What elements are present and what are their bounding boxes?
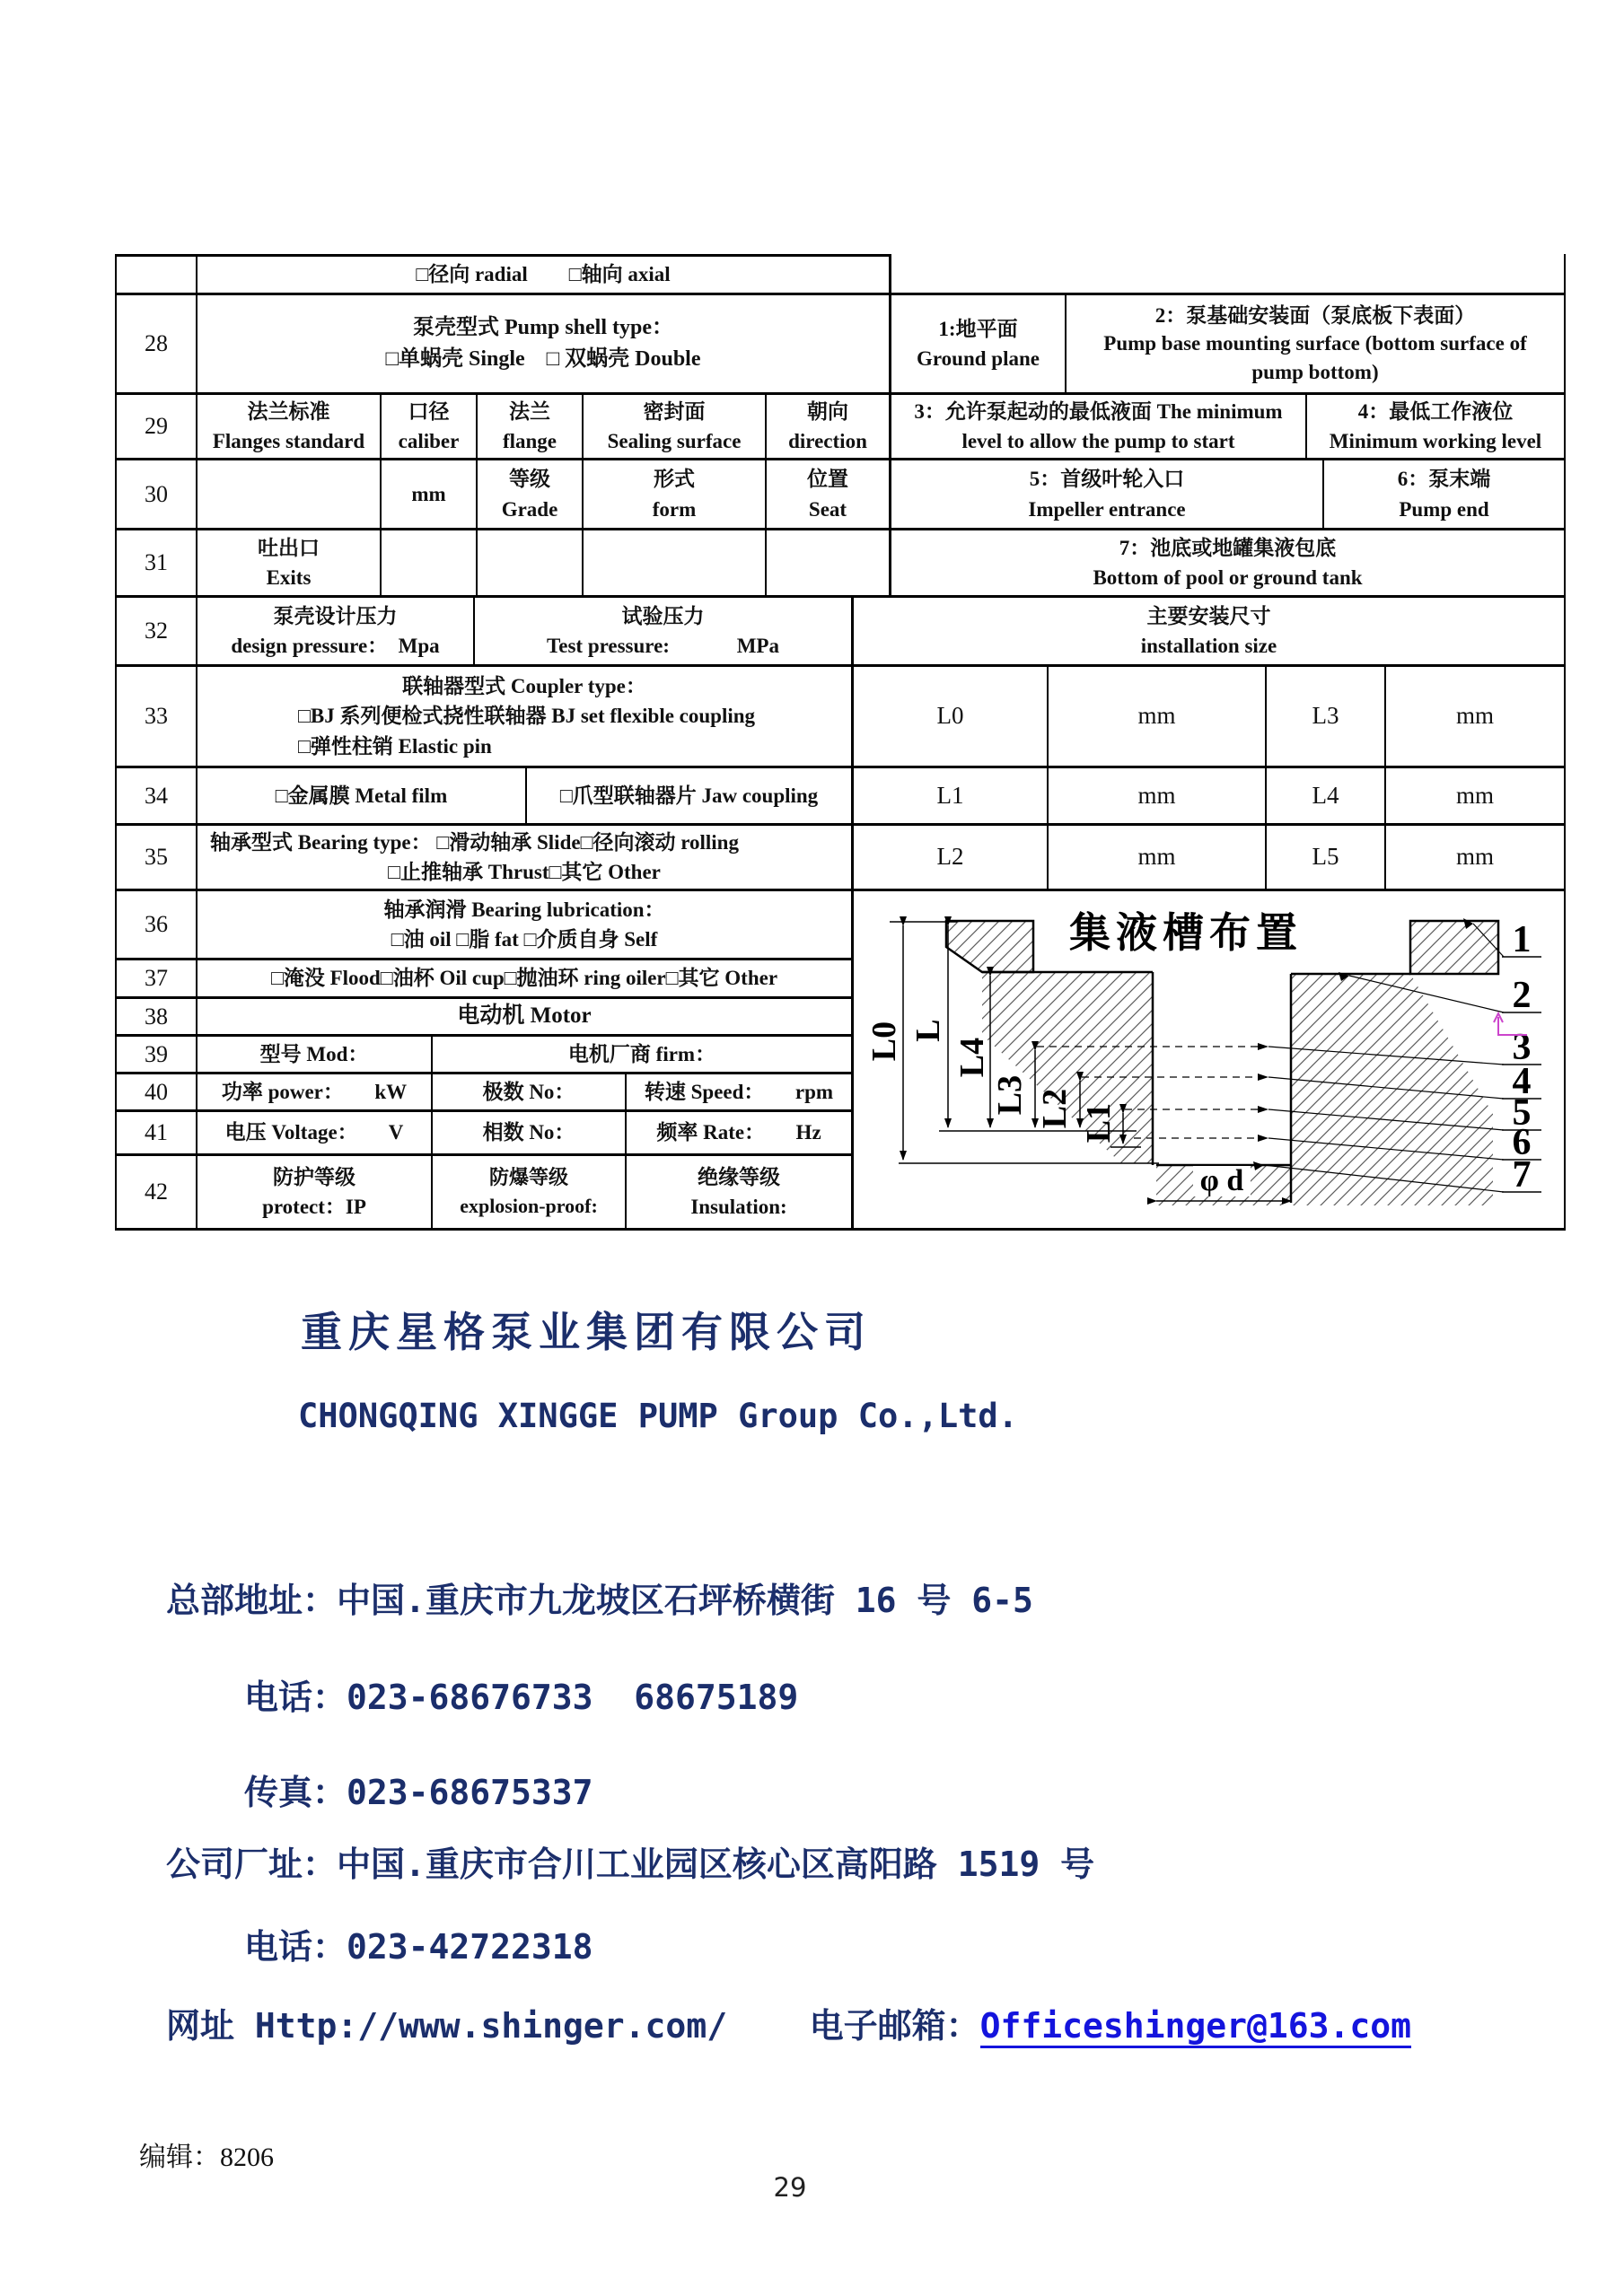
cell-legend-pump-end: 6：泵末端 Pump end [1322, 458, 1564, 528]
cell-top-right-empty [889, 254, 1564, 293]
company-name-cn: 重庆星格泵业集团有限公司 [301, 1310, 872, 1355]
left-ground-hatch [982, 972, 1153, 1163]
factory-address: 公司厂址：中国.重庆市合川工业园区核心区高阳路 1519 号 [166, 1845, 1095, 1884]
cell-lubrication-options: □淹没 Flood□油杯 Oil cup□抛油环 ring oiler□其它 Other [196, 958, 851, 996]
email-label: 电子邮箱： [809, 2006, 980, 2046]
cell-empty-31-5 [765, 528, 889, 595]
web-email-line [166, 1998, 1411, 2047]
cell-pump-shell-type: 泵壳型式 Pump shell type： □单蜗壳 Single □ 双蜗壳 Double [196, 293, 889, 392]
cell-empty-31-3 [476, 528, 582, 595]
cell-dim-L1: L1 [851, 766, 1047, 823]
callout-3: 3 [1512, 1027, 1532, 1068]
row-number-42: 42 [115, 1153, 196, 1228]
cell-motor-phases: 相数 No： [431, 1109, 625, 1153]
editor-note: 编辑：8206 [139, 2143, 274, 2172]
cell-legend-min-working-level: 4：最低工作液位 Minimum working level [1305, 392, 1564, 458]
cell-dim-L4-unit: mm [1384, 766, 1564, 823]
hq-address: 总部地址：中国.重庆市九龙坡区石坪桥横街 16 号 6-5 [166, 1581, 1033, 1620]
right-ground-hatch [1291, 974, 1493, 1205]
page-number: 29 [773, 2172, 807, 2203]
diagram-title: 集液槽布置 [1069, 910, 1303, 956]
callout-1: 1 [1512, 919, 1532, 960]
cell-empty-31-2 [380, 528, 476, 595]
row-number-32: 32 [115, 595, 196, 664]
label-L1: L1 [1080, 1102, 1118, 1144]
cell-flanges-standard: 法兰标准 Flanges standard [196, 392, 380, 458]
cell-test-pressure: 试验压力 Test pressure: MPa [473, 595, 851, 664]
row-number-35: 35 [115, 823, 196, 889]
cell-flange: 法兰 flange [476, 392, 582, 458]
callout-7: 7 [1512, 1154, 1532, 1196]
cell-explosion-proof: 防爆等级 explosion-proof: [431, 1153, 625, 1228]
cell-direction-options: □径向 radial □轴向 axial [196, 254, 889, 293]
cell-motor-poles: 极数 No： [431, 1072, 625, 1109]
phi-d-label: φ d [1199, 1164, 1244, 1197]
label-L2: L2 [1036, 1088, 1074, 1129]
callout-2: 2 [1512, 975, 1532, 1016]
cell-dim-L0-unit: mm [1047, 664, 1265, 766]
website-url[interactable]: 网址 Http://www.shinger.com/ [166, 2006, 728, 2046]
cell-legend-bottom-of-pool: 7：池底或地罐集液包底 Bottom of pool or ground tank [889, 528, 1564, 595]
cell-direction: 朝向 direction [765, 392, 889, 458]
cell-grade: 等级 Grade [476, 458, 582, 528]
cell-legend-pump-base: 2：泵基础安装面（泵底板下表面） Pump base mounting surface (bottom surface of pump bottom) [1065, 293, 1564, 392]
label-L0: L0 [865, 1021, 903, 1062]
email-link[interactable]: Officeshinger@163.com [980, 2006, 1411, 2048]
row-number-28: 28 [115, 293, 196, 392]
cell-exits: 吐出口 Exits [196, 528, 380, 595]
label-L3: L3 [991, 1074, 1029, 1116]
cell-dim-L4: L4 [1265, 766, 1384, 823]
hq-phone: 电话：023-68676733 68675189 [244, 1678, 799, 1717]
company-name-en: CHONGQING XINGGE PUMP Group Co.,Ltd. [298, 1397, 1018, 1435]
cell-empty-30-1 [196, 458, 380, 528]
cell-motor-rate: 频率 Rate： Hz [625, 1109, 851, 1153]
cell-dim-L3-unit: mm [1384, 664, 1564, 766]
right-foundation-block [1410, 921, 1498, 974]
row-number-31: 31 [115, 528, 196, 595]
left-foundation-block [946, 921, 1033, 972]
pump-spec-table [115, 254, 1566, 1231]
label-L4: L4 [953, 1037, 991, 1078]
cell-motor-model: 型号 Mod： [196, 1034, 431, 1072]
cell-mm-unit: mm [380, 458, 476, 528]
cell-design-pressure: 泵壳设计压力 design pressure： Mpa [196, 595, 473, 664]
collection-trough-diagram [854, 891, 1562, 1225]
cell-motor-speed: 转速 Speed： rpm [625, 1072, 851, 1109]
row-number-36: 36 [115, 889, 196, 958]
callout-6: 6 [1512, 1122, 1532, 1163]
cell-motor-voltage: 电压 Voltage： V [196, 1109, 431, 1153]
cell-legend-min-start-level: 3：允许泵起动的最低液面 The minimum level to allow the pump to start [889, 392, 1305, 458]
cell-seat: 位置 Seat [765, 458, 889, 528]
cell-diagram [851, 889, 1564, 1228]
factory-phone: 电话：023-42722318 [244, 1927, 593, 1967]
callout-5: 5 [1512, 1092, 1532, 1134]
cell-form: 形式 form [582, 458, 765, 528]
row-number-38: 38 [115, 996, 196, 1034]
row-number-33: 33 [115, 664, 196, 766]
cell-motor-header: 电动机 Motor [196, 996, 851, 1034]
cell-motor-power: 功率 power： kW [196, 1072, 431, 1109]
row-number-41: 41 [115, 1109, 196, 1153]
row-number-30: 30 [115, 458, 196, 528]
cell-insulation: 绝缘等级 Insulation: [625, 1153, 851, 1228]
cell-motor-firm: 电机厂商 firm： [431, 1034, 851, 1072]
cell-dim-L5: L5 [1265, 823, 1384, 889]
cell-sealing-surface: 密封面 Sealing surface [582, 392, 765, 458]
cell-legend-impeller-entrance: 5：首级叶轮入口 Impeller entrance [889, 458, 1322, 528]
cell-protect-grade: 防护等级 protect：IP [196, 1153, 431, 1228]
row-number-40: 40 [115, 1072, 196, 1109]
cell-dim-L1-unit: mm [1047, 766, 1265, 823]
cell-bearing-lubrication: 轴承润滑 Bearing lubrication： □油 oil □脂 fat □介质自身 Self [196, 889, 851, 958]
cell-coupler-type: 联轴器型式 Coupler type： □BJ 系列便检式挠性联轴器 BJ set flexible coupling □弹性柱销 Elastic pin [196, 664, 851, 766]
cell-dim-L5-unit: mm [1384, 823, 1564, 889]
cell-caliber: 口径 caliber [380, 392, 476, 458]
cell-empty-31-4 [582, 528, 765, 595]
row-number-37: 37 [115, 958, 196, 996]
label-L: L [909, 1019, 947, 1042]
cell-metal-film: □金属膜 Metal film [196, 766, 525, 823]
row-number-29: 29 [115, 392, 196, 458]
cell-jaw-coupling: □爪型联轴器片 Jaw coupling [525, 766, 851, 823]
callout-4: 4 [1512, 1061, 1532, 1102]
row-number-34: 34 [115, 766, 196, 823]
cell-legend-ground-plane: 1:地平面 Ground plane [889, 293, 1065, 392]
row-number-39: 39 [115, 1034, 196, 1072]
cell-dim-L2: L2 [851, 823, 1047, 889]
cell-dim-L0: L0 [851, 664, 1047, 766]
cell-dim-L3: L3 [1265, 664, 1384, 766]
cell-bearing-type: 轴承型式 Bearing type： □滑动轴承 Slide□径向滚动 rolling □止推轴承 Thrust□其它 Other [196, 823, 851, 889]
hq-fax: 传真：023-68675337 [244, 1773, 593, 1812]
cell-installation-size-header: 主要安装尺寸 installation size [851, 595, 1564, 664]
cell-dim-L2-unit: mm [1047, 823, 1265, 889]
row-number-cell [115, 254, 196, 293]
